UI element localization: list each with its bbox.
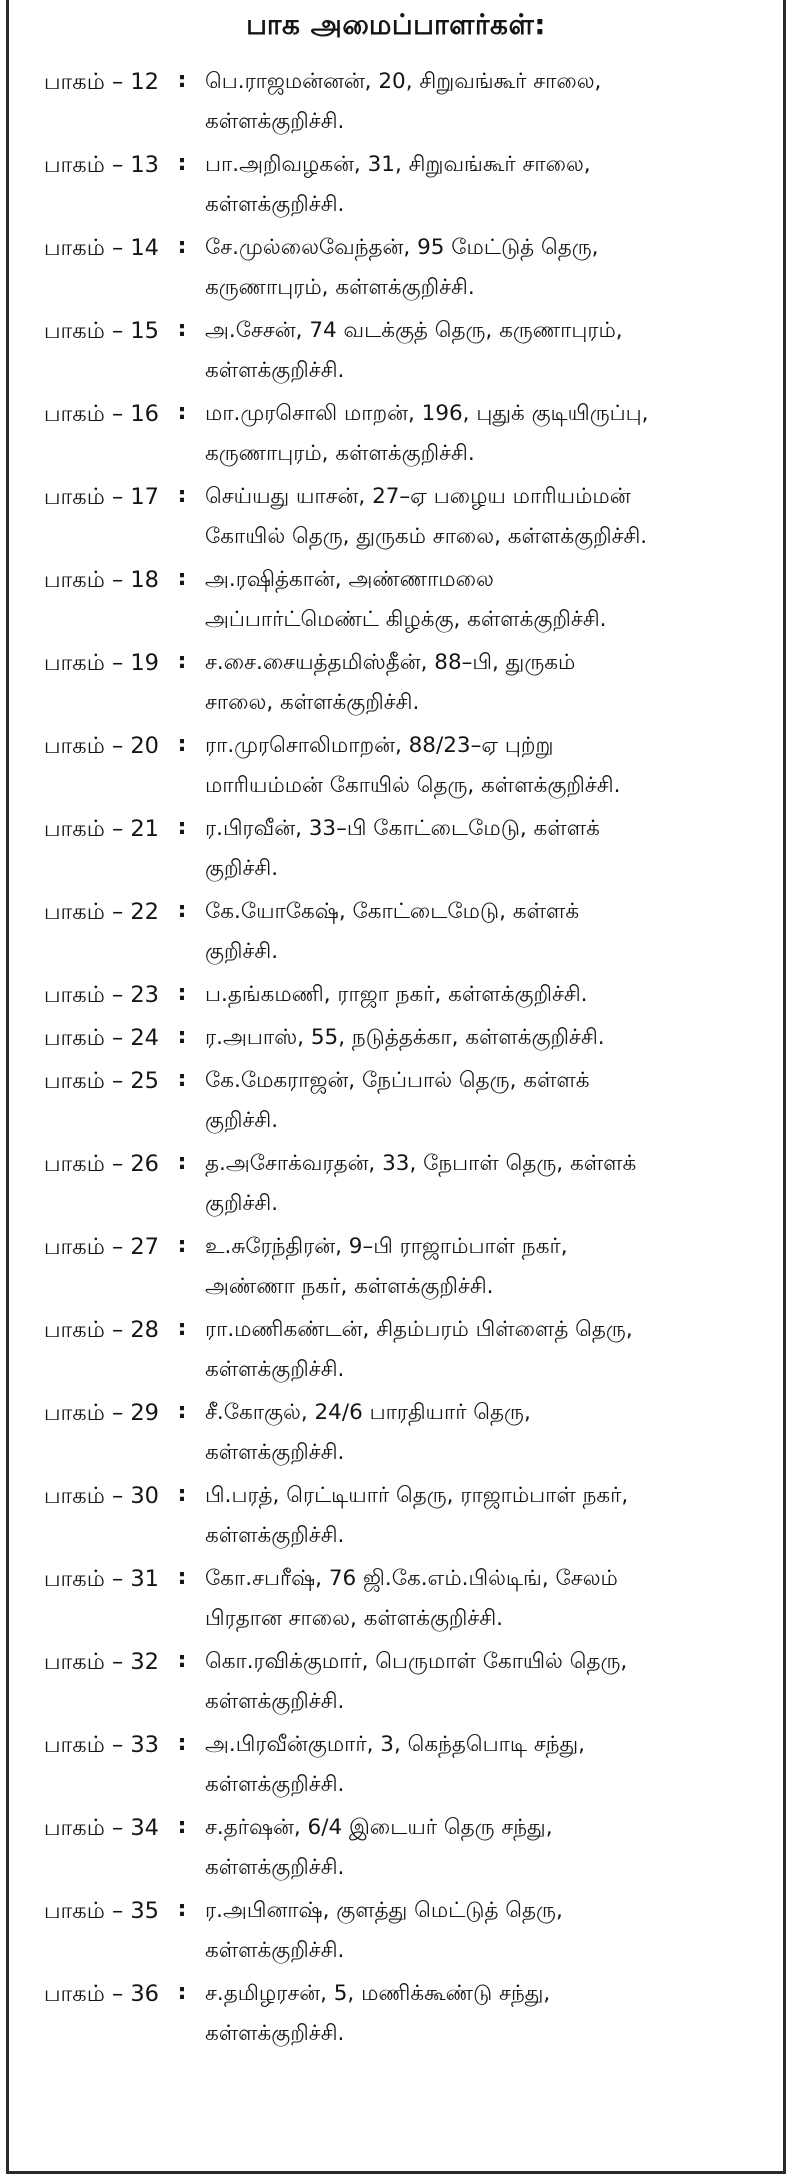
part-number-label: பாகம் – 24: [43, 1025, 159, 1051]
list-item: [9, 477, 783, 560]
separator-colon: :: [177, 399, 187, 425]
organizer-address-continued: கள்ளக்குறிச்சி.: [205, 109, 345, 134]
organizer-name-address: கொ.ரவிக்குமார், பெருமாள் கோயில் தெரு,: [205, 1649, 628, 1674]
part-number-label: பாகம் – 20: [43, 733, 159, 759]
organizer-name-address: கே.யோகேஷ், கோட்டைமேடு, கள்ளக்: [205, 899, 580, 924]
part-number-label: பாகம் – 18: [43, 567, 159, 593]
organizer-details: [205, 809, 783, 889]
organizer-name-address: சே.முல்லைவேந்தன், 95 மேட்டுத் தெரு,: [205, 235, 599, 260]
part-number-label: பாகம் – 35: [43, 1898, 159, 1924]
separator-colon: :: [177, 1481, 187, 1507]
part-number-label: பாகம் – 23: [43, 982, 159, 1008]
organizer-details: [205, 1144, 783, 1224]
part-number-label: பாகம் – 12: [43, 69, 159, 95]
organizer-details: [205, 145, 783, 225]
organizer-address-continued: குறிச்சி.: [205, 1108, 279, 1133]
separator-colon: :: [177, 1730, 187, 1756]
separator-colon: :: [177, 1149, 187, 1175]
part-number-label: பாகம் – 26: [43, 1151, 159, 1177]
organizer-details: [205, 394, 783, 474]
separator-colon: :: [177, 67, 187, 93]
separator-colon: :: [177, 1232, 187, 1258]
list-item: [9, 394, 783, 477]
list-item: [9, 1393, 783, 1476]
organizer-address-continued: கள்ளக்குறிச்சி.: [205, 2021, 345, 2046]
organizer-address-continued: சாலை, கள்ளக்குறிச்சி.: [205, 690, 420, 715]
organizer-address-continued: கள்ளக்குறிச்சி.: [205, 358, 345, 383]
organizer-details: [205, 643, 783, 723]
separator-colon: :: [177, 1315, 187, 1341]
organizer-name-address: ர.அபினாஷ், குளத்து மெட்டுத் தெரு,: [205, 1898, 563, 1923]
organizer-address-continued: குறிச்சி.: [205, 856, 279, 881]
list-item: [9, 560, 783, 643]
organizer-address-continued: கள்ளக்குறிச்சி.: [205, 1440, 345, 1465]
separator-colon: :: [177, 980, 187, 1006]
separator-colon: :: [177, 1896, 187, 1922]
part-number-label: பாகம் – 16: [43, 401, 159, 427]
separator-colon: :: [177, 731, 187, 757]
part-number-label: பாகம் – 17: [43, 484, 159, 510]
list-item: [9, 726, 783, 809]
organizer-details: [205, 228, 783, 308]
separator-colon: :: [177, 897, 187, 923]
organizer-details: [205, 726, 783, 806]
organizer-details: [205, 62, 783, 142]
separator-colon: :: [177, 233, 187, 259]
list-item: [9, 1891, 783, 1974]
list-item: [9, 1061, 783, 1144]
separator-colon: :: [177, 648, 187, 674]
organizer-address-continued: கள்ளக்குறிச்சி.: [205, 1357, 345, 1382]
organizer-address-continued: கருணாபுரம், கள்ளக்குறிச்சி.: [205, 275, 475, 300]
organizer-details: [205, 560, 783, 640]
organizer-details: [205, 1559, 783, 1639]
organizer-details: [205, 311, 783, 391]
separator-colon: :: [177, 316, 187, 342]
organizer-details: [205, 1310, 783, 1390]
organizer-address-continued: கள்ளக்குறிச்சி.: [205, 1523, 345, 1548]
list-item: [9, 1974, 783, 2057]
list-item: [9, 1642, 783, 1725]
organizer-name-address: கோ.சபரீஷ், 76 ஜி.கே.எம்.பில்டிங், சேலம்: [205, 1566, 618, 1591]
list-item: [9, 311, 783, 394]
document-frame: [6, 0, 786, 2174]
organizer-address-continued: மாரியம்மன் கோயில் தெரு, கள்ளக்குறிச்சி.: [205, 773, 621, 798]
part-number-label: பாகம் – 21: [43, 816, 159, 842]
part-number-label: பாகம் – 34: [43, 1815, 159, 1841]
separator-colon: :: [177, 1564, 187, 1590]
organizer-name-address: அ.ரஷித்கான், அண்ணாமலை: [205, 567, 494, 592]
organizer-name-address: ர.பிரவீன், 33–பி கோட்டைமேடு, கள்ளக்: [205, 816, 600, 841]
organizer-address-continued: பிரதான சாலை, கள்ளக்குறிச்சி.: [205, 1606, 503, 1631]
organizer-details: [205, 1642, 783, 1722]
organizer-details: [205, 1808, 783, 1888]
organizer-address-continued: கருணாபுரம், கள்ளக்குறிச்சி.: [205, 441, 475, 466]
list-item: [9, 1227, 783, 1310]
separator-colon: :: [177, 814, 187, 840]
part-number-label: பாகம் – 27: [43, 1234, 159, 1260]
part-number-label: பாகம் – 28: [43, 1317, 159, 1343]
organizer-name-address: ர.அபாஸ், 55, நடுத்தக்கா, கள்ளக்குறிச்சி.: [205, 1025, 605, 1050]
organizer-address-continued: குறிச்சி.: [205, 1191, 279, 1216]
organizer-name-address: பா.அறிவழகன், 31, சிறுவங்கூர் சாலை,: [205, 152, 591, 177]
part-number-label: பாகம் – 36: [43, 1981, 159, 2007]
organizer-name-address: செய்யது யாசன், 27–ஏ பழைய மாரியம்மன்: [205, 484, 631, 509]
organizer-name-address: ப.தங்கமணி, ராஜா நகர், கள்ளக்குறிச்சி.: [205, 982, 588, 1007]
organizer-details: [205, 1476, 783, 1556]
organizer-address-continued: கள்ளக்குறிச்சி.: [205, 1855, 345, 1880]
organizer-name-address: பெ.ராஜமன்னன், 20, சிறுவங்கூர் சாலை,: [205, 69, 602, 94]
list-item: [9, 1144, 783, 1227]
organizer-details: [205, 1018, 783, 1058]
organizer-address-continued: அண்ணா நகர், கள்ளக்குறிச்சி.: [205, 1274, 494, 1299]
list-item: [9, 1018, 783, 1061]
part-number-label: பாகம் – 13: [43, 152, 159, 178]
list-item: [9, 892, 783, 975]
list-item: [9, 809, 783, 892]
list-item: [9, 1310, 783, 1393]
organizer-address-continued: கள்ளக்குறிச்சி.: [205, 1772, 345, 1797]
organizer-name-address: உ.சுரேந்திரன், 9–பி ராஜாம்பாள் நகர்,: [205, 1234, 568, 1259]
organizer-details: [205, 1891, 783, 1971]
organizer-details: [205, 1227, 783, 1307]
list-item: [9, 228, 783, 311]
separator-colon: :: [177, 565, 187, 591]
organizer-address-continued: கள்ளக்குறிச்சி.: [205, 192, 345, 217]
separator-colon: :: [177, 1398, 187, 1424]
separator-colon: :: [177, 1813, 187, 1839]
organizer-name-address: ரா.மணிகண்டன், சிதம்பரம் பிள்ளைத் தெரு,: [205, 1317, 633, 1342]
page-title: பாக அமைப்பாளர்கள்:: [246, 8, 546, 41]
organizers-list: [9, 62, 783, 2057]
part-number-label: பாகம் – 15: [43, 318, 159, 344]
organizer-details: [205, 477, 783, 557]
organizer-name-address: சீ.கோகுல், 24/6 பாரதியார் தெரு,: [205, 1400, 531, 1425]
organizer-name-address: பி.பரத், ரெட்டியார் தெரு, ராஜாம்பாள் நகர்,: [205, 1483, 629, 1508]
organizer-details: [205, 1061, 783, 1141]
list-item: [9, 1808, 783, 1891]
organizer-details: [205, 1725, 783, 1805]
organizer-name-address: ச.தர்ஷன், 6/4 இடையர் தெரு சந்து,: [205, 1815, 553, 1840]
organizer-address-continued: கள்ளக்குறிச்சி.: [205, 1689, 345, 1714]
organizer-address-continued: குறிச்சி.: [205, 939, 279, 964]
list-item: [9, 1476, 783, 1559]
list-item: [9, 975, 783, 1018]
part-number-label: பாகம் – 31: [43, 1566, 159, 1592]
organizer-name-address: ரா.முரசொலிமாறன், 88/23–ஏ புற்று: [205, 733, 554, 758]
organizer-details: [205, 975, 783, 1015]
part-number-label: பாகம் – 25: [43, 1068, 159, 1094]
separator-colon: :: [177, 150, 187, 176]
organizer-name-address: ச.தமிழரசன், 5, மணிக்கூண்டு சந்து,: [205, 1981, 551, 2006]
organizer-details: [205, 892, 783, 972]
organizer-address-continued: கள்ளக்குறிச்சி.: [205, 1938, 345, 1963]
organizer-name-address: த.அசோக்வரதன், 33, நேபாள் தெரு, கள்ளக்: [205, 1151, 637, 1176]
organizer-name-address: மா.முரசொலி மாறன், 196, புதுக் குடியிருப்பு,: [205, 401, 649, 426]
separator-colon: :: [177, 1066, 187, 1092]
separator-colon: :: [177, 1647, 187, 1673]
part-number-label: பாகம் – 22: [43, 899, 159, 925]
part-number-label: பாகம் – 30: [43, 1483, 159, 1509]
organizer-name-address: அ.சேசன், 74 வடக்குத் தெரு, கருணாபுரம்,: [205, 318, 623, 343]
part-number-label: பாகம் – 33: [43, 1732, 159, 1758]
separator-colon: :: [177, 482, 187, 508]
organizer-address-continued: கோயில் தெரு, துருகம் சாலை, கள்ளக்குறிச்சி.: [205, 524, 648, 549]
part-number-label: பாகம் – 19: [43, 650, 159, 676]
part-number-label: பாகம் – 14: [43, 235, 159, 261]
part-number-label: பாகம் – 32: [43, 1649, 159, 1675]
separator-colon: :: [177, 1979, 187, 2005]
list-item: [9, 643, 783, 726]
part-number-label: பாகம் – 29: [43, 1400, 159, 1426]
organizer-name-address: கே.மேகராஜன், நேப்பால் தெரு, கள்ளக்: [205, 1068, 590, 1093]
organizer-name-address: ச.சை.சையத்தமிஸ்தீன், 88–பி, துருகம்: [205, 650, 576, 675]
list-item: [9, 62, 783, 145]
list-item: [9, 1559, 783, 1642]
organizer-address-continued: அப்பார்ட்மெண்ட் கிழக்கு, கள்ளக்குறிச்சி.: [205, 607, 607, 632]
organizer-details: [205, 1974, 783, 2054]
organizer-details: [205, 1393, 783, 1473]
separator-colon: :: [177, 1023, 187, 1049]
list-item: [9, 145, 783, 228]
list-item: [9, 1725, 783, 1808]
organizer-name-address: அ.பிரவீன்குமார், 3, கெந்தபொடி சந்து,: [205, 1732, 586, 1757]
